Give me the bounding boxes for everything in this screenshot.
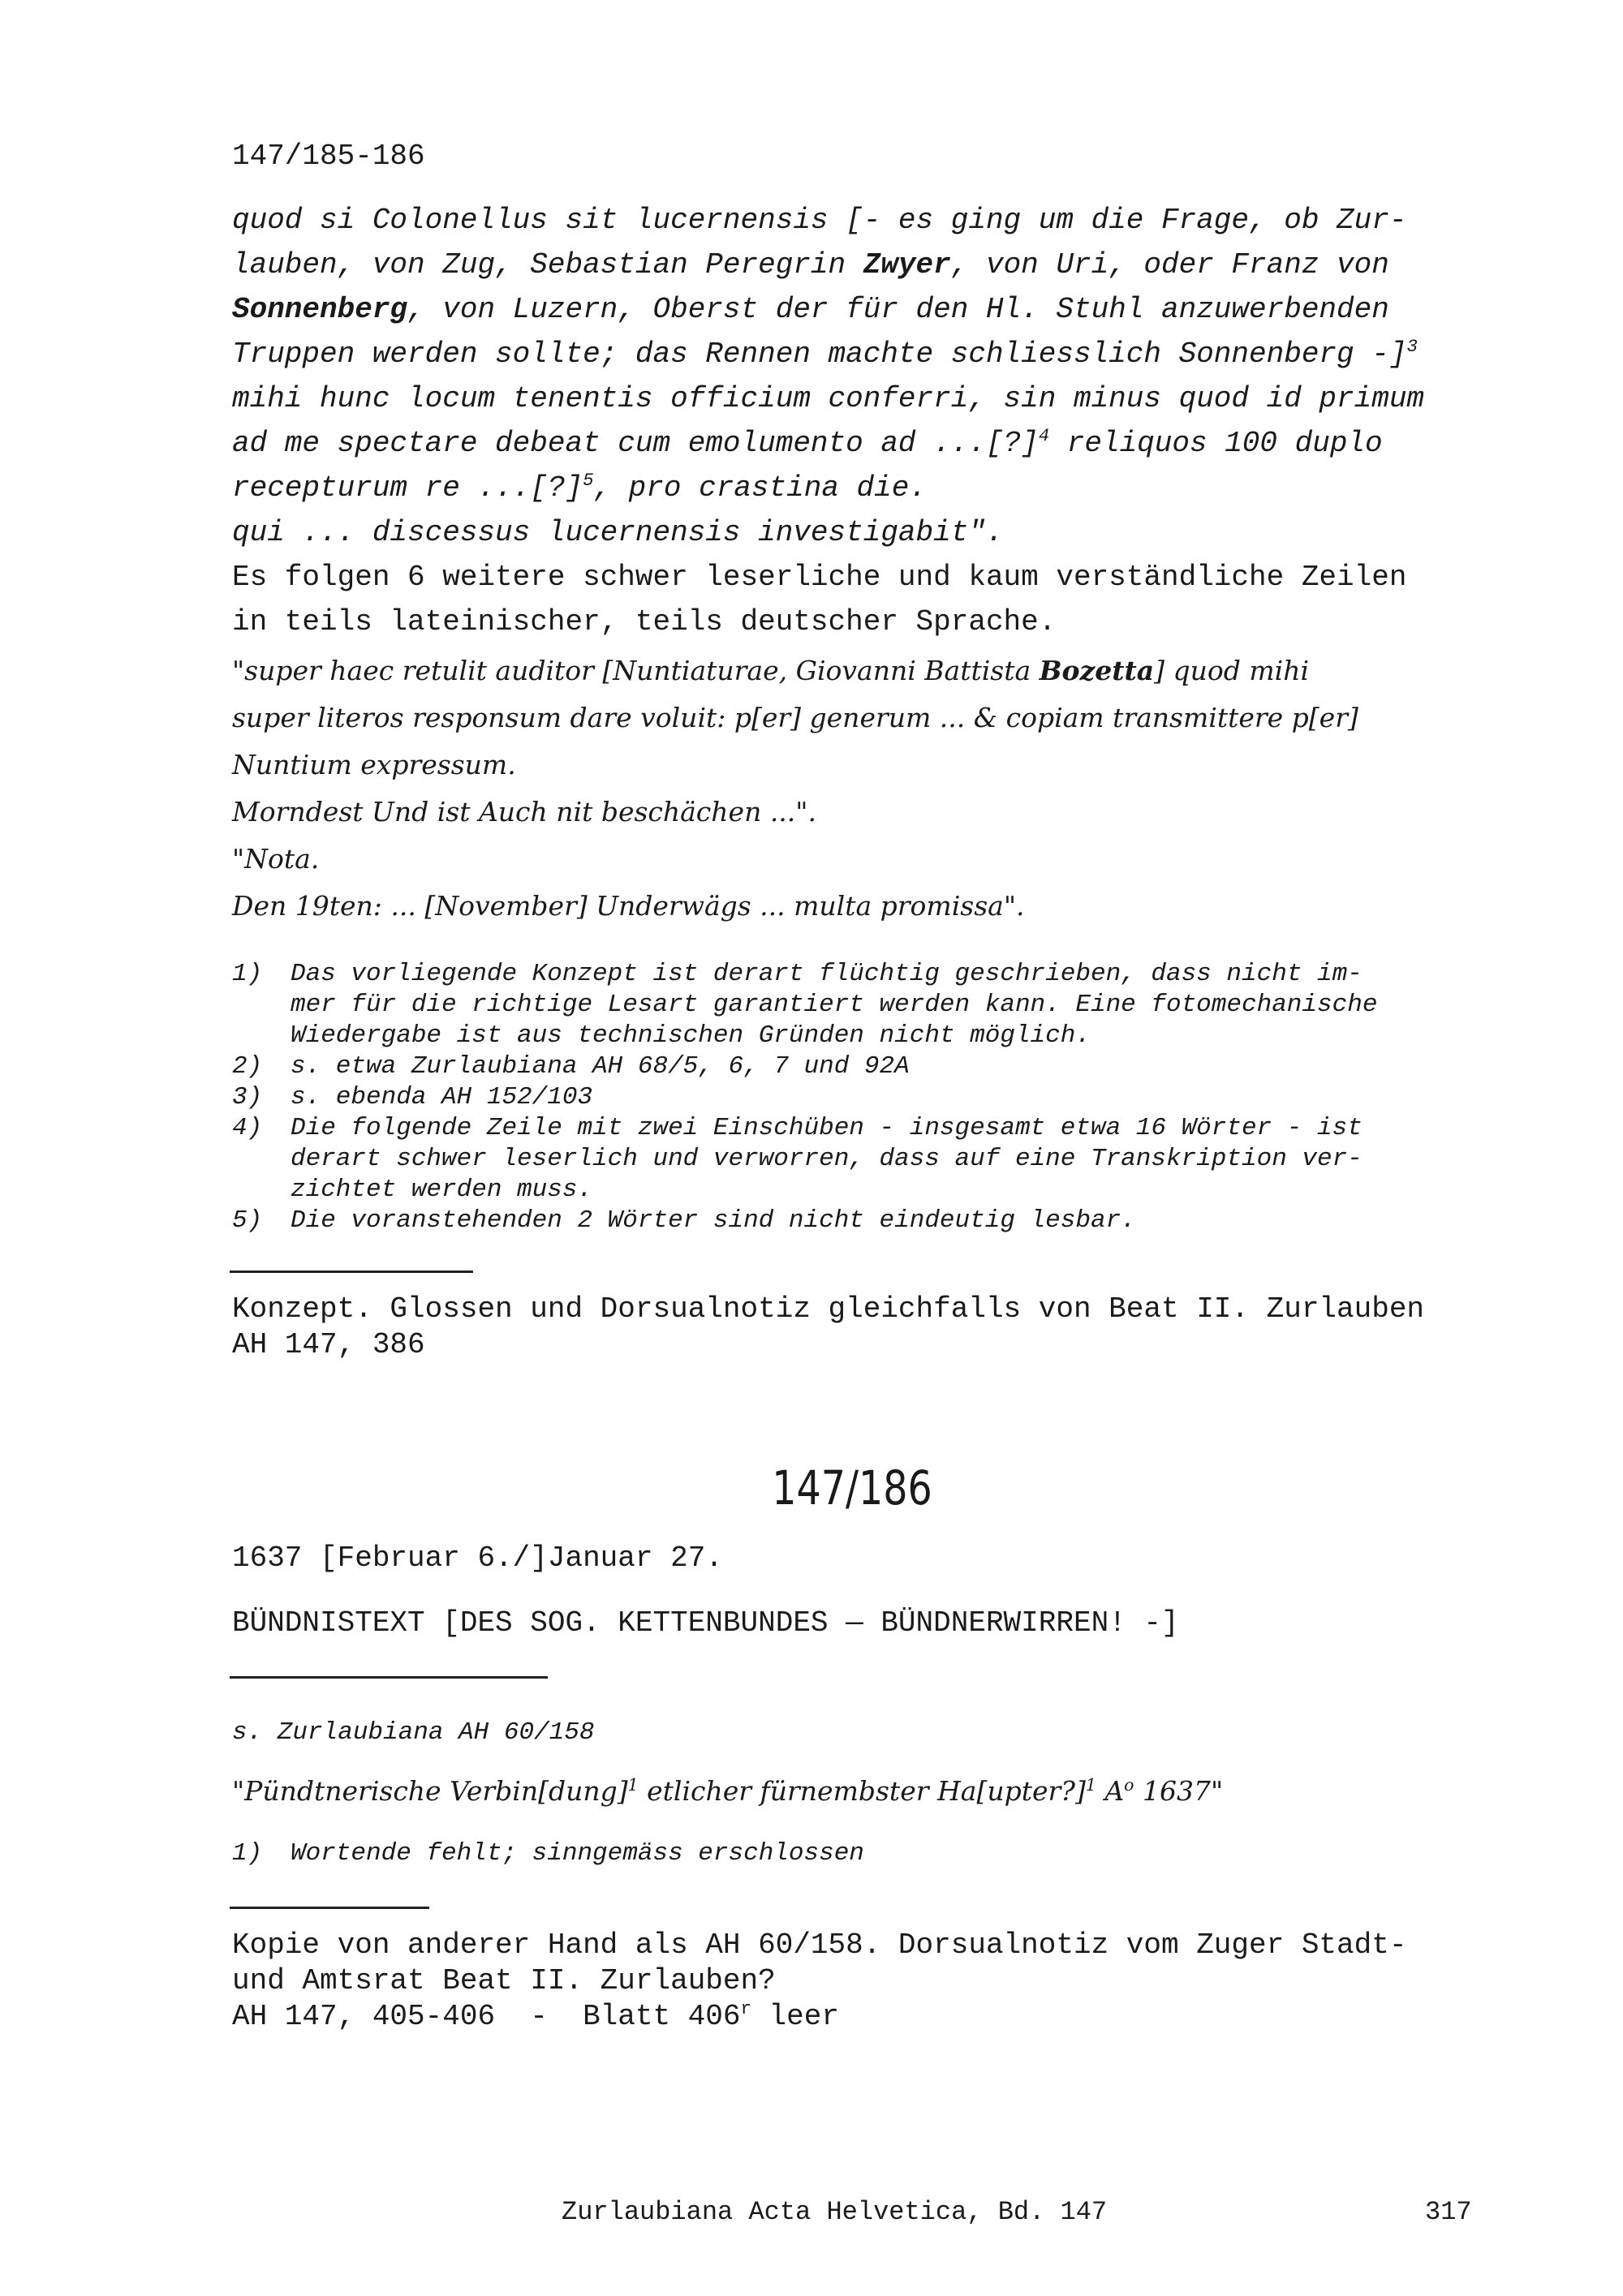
editorial-line: in teils lateinischer, teils deutscher Sprache. [232,605,1057,638]
footnote: 1) Das vorliegende Konzept ist derart flüchtig geschrieben, dass nicht im- [232,960,1363,988]
separator-rule [230,1907,429,1909]
hand-line: Nuntium expressum. [232,749,516,780]
footnote-continuation: mer für die richtige Lesart garantiert werden kann. Eine fotomechanische [291,991,1378,1019]
footnote-continuation: derart schwer leserlich und verworren, dass auf eine Transkription ver- [291,1145,1363,1173]
latin-line: Truppen werden sollte; das Rennen machte schliesslich Sonnenberg -]$^3$ [232,336,1418,371]
source-note-line: und Amtsrat Beat II. Zurlauben? [232,1964,776,1997]
source-note-line: Kopie von anderer Hand als AH 60/158. Dorsualnotiz vom Zuger Stadt- [232,1928,1407,1962]
hand-line: Morndest Und ist Auch nit beschächen ...". [232,796,816,828]
editorial-line: Es folgen 6 weitere schwer leserliche und kaum verständliche Zeilen [232,561,1407,594]
name-zwyer: Zwyer [863,248,951,282]
footnote-marker: 4 [1038,425,1050,446]
name-bozetta: Bozetta [1039,655,1155,686]
footnote-continuation: zichtet werden muss. [291,1176,593,1204]
hand-line: "super haec retulit auditor [Nuntiaturae, Giovanni Battista Bozetta] quod mihi [232,655,1310,686]
footnote-marker: 1 [627,1775,639,1795]
latin-line: quod si Colonellus sit lucernensis [- es ging um die Frage, ob Zur- [232,204,1407,237]
footnote: 5) Die voranstehenden 2 Wörter sind nicht eindeutig lesbar. [232,1206,1136,1235]
source-note [232,1292,1482,1363]
hand-line: "Nota. [232,843,320,875]
source-note-line: Konzept. Glossen und Dorsualnotiz gleichfalls von Beat II. Zurlauben [232,1292,1425,1326]
entry-title: BÜNDNISTEXT [DES SOG. KETTENBUNDES — BÜNDNERWIRREN! -] [232,1606,1179,1640]
footnote: 3) s. ebenda AH 152/103 [232,1083,593,1111]
latin-line: recepturum re ...[?]$^5$, pro crastina die. [232,470,927,505]
source-note-line: AH 147, 386 [232,1328,425,1361]
entry-date: 1637 [Februar 6./]Januar 27. [232,1541,723,1575]
reference-line: s. Zurlaubiana AH 60/158 [232,1718,595,1747]
latin-line: Sonnenberg, von Luzern, Oberst der für den Hl. Stuhl anzuwerbenden [232,293,1389,326]
footer-publication: Zurlaubiana Acta Helvetica, Bd. 147 [562,2197,1108,2227]
latin-transcription [232,198,1482,555]
footnote-marker: 5 [583,470,594,491]
footnote: 4) Die folgende Zeile mit zwei Einschüben - insgesamt etwa 16 Wörter - ist [232,1114,1363,1142]
editorial-note [232,555,1482,644]
latin-line: mihi hunc locum tenentis officium conferri, sin minus quod id primum [232,382,1425,415]
handwritten-transcription [232,647,1482,930]
latin-line: ad me spectare debeat cum emolumento ad ...[?]$^4$ reliquos 100 duplo [232,425,1383,460]
source-note-line: AH 147, 405-406 - Blatt 406$^r$ leer [232,1998,839,2033]
separator-rule [230,1271,473,1273]
footnote-continuation: Wiedergabe ist aus technischen Gründen nicht möglich. [291,1021,1091,1050]
entry-number: 147/186 [772,1460,932,1516]
source-note-2 [232,1928,1482,2035]
hand-line: super literos responsum dare voluit: p[er] generum ... & copiam transmittere p[er] [232,702,1358,733]
footnotes-section-2 [232,1838,1498,1869]
doc-reference-text: 147/185-186 [232,140,425,173]
page-number: 317 [1425,2197,1472,2227]
footnote: 2) s. etwa Zurlaubiana AH 68/5, 6, 7 und 92A [232,1052,910,1081]
document-title-quote: "Pündtnerische Verbin[dung]$^1$ etlicher fürnembster Ha[upter?]$^1$ $A^o$ 1637" [232,1775,1224,1807]
doc-reference [232,140,1482,173]
latin-line: lauben, von Zug, Sebastian Peregrin Zwyer, von Uri, oder Franz von [232,248,1389,282]
footnote-marker: 3 [1406,336,1418,357]
footnote-marker: 1 [1085,1775,1096,1795]
separator-rule [230,1676,548,1679]
latin-line: qui ... discessus lucernensis investigabit". [232,516,1004,549]
name-sonnenberg: Sonnenberg [232,293,408,326]
footnote: 1) Wortende fehlt; sinngemäss erschlossen [232,1839,864,1868]
hand-line: Den 19ten: ... [November] Underwägs ... multa promissa". [232,890,1025,922]
footnotes-section [232,959,1498,1236]
